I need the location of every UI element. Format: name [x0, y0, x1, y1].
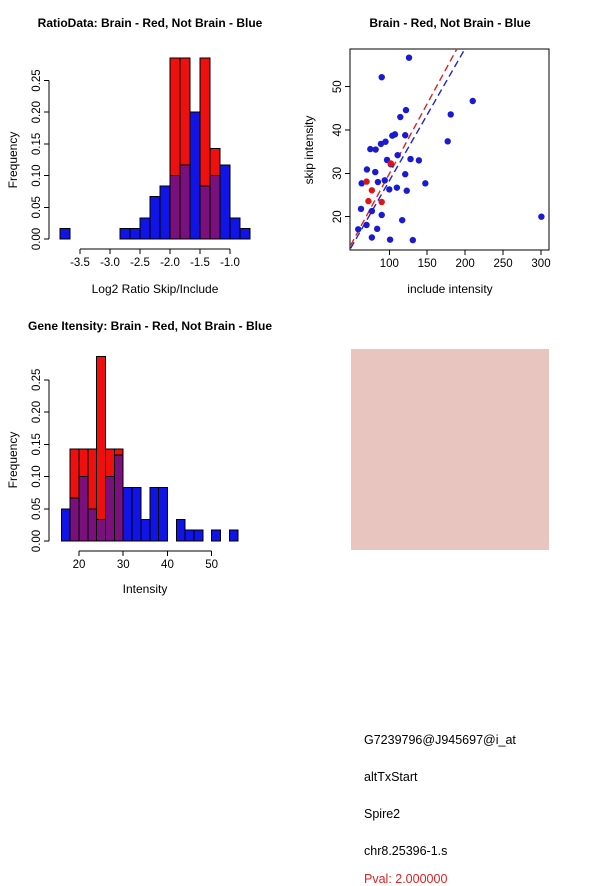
histogram-bar-overlap: [88, 509, 97, 541]
scatter-point-blue: [358, 206, 364, 212]
scatter-point-blue: [394, 184, 400, 190]
histogram-bar-blue: [150, 487, 159, 541]
y-tick-label: 0.05: [31, 497, 43, 520]
scatter-point-blue: [402, 132, 408, 138]
histogram-bar-overlap: [70, 498, 79, 541]
histogram-bar-blue: [150, 197, 160, 239]
histogram-bar-blue: [120, 228, 130, 239]
scatter-point-red: [365, 198, 371, 204]
histogram-bar-blue: [229, 530, 238, 541]
histogram-bar-overlap: [170, 176, 180, 239]
scatter-point-blue: [387, 236, 393, 242]
y-tick-label: 20: [332, 210, 344, 224]
histogram-bar-blue: [140, 218, 150, 239]
x-tick-label: 20: [72, 559, 86, 571]
scatter-title: Brain - Red, Not Brain - Blue: [369, 16, 531, 30]
scatter-point-red: [369, 187, 375, 193]
histogram-bar-blue: [185, 530, 194, 541]
scatter-point-blue: [379, 74, 385, 80]
x-tick-label: 30: [116, 559, 130, 571]
scatter-point-blue: [379, 212, 385, 218]
y-tick-label: 0.00: [31, 529, 43, 553]
histogram-bar-blue: [190, 112, 200, 239]
x-tick-label: -1.5: [190, 257, 210, 269]
gene-histogram-panel: [6, 319, 272, 596]
ratio-hist-title: RatioData: Brain - Red, Not Brain - Blue: [37, 16, 263, 30]
scatter-point-blue: [372, 146, 378, 152]
histogram-bar-blue: [212, 530, 221, 541]
histogram-bar-blue: [159, 487, 168, 541]
histogram-bar-blue: [160, 186, 170, 239]
ratio-hist-bars: [60, 58, 250, 239]
scatter-point-blue: [407, 156, 413, 162]
histogram-bar-overlap: [79, 477, 88, 542]
x-tick-label: -3.0: [100, 257, 120, 269]
gene-name-text: Spire2: [364, 807, 401, 821]
y-tick-label: 0.10: [31, 164, 43, 187]
scatter-point-blue: [399, 217, 405, 223]
scatter-point-red: [388, 160, 394, 166]
scatter-point-blue: [382, 177, 388, 183]
histogram-bar-overlap: [114, 455, 123, 541]
y-tick-label: 0.05: [31, 196, 43, 219]
histogram-bar-blue: [176, 520, 185, 541]
y-tick-label: 0.00: [31, 227, 43, 251]
scatter-point-blue: [378, 141, 384, 147]
histogram-bar-overlap: [200, 186, 210, 239]
x-tick-label: -2.0: [160, 257, 180, 269]
scatter-point-blue: [403, 107, 409, 113]
info-panel: [351, 349, 549, 886]
scatter-xlabel: include intensity: [407, 282, 493, 296]
y-tick-label: 0.25: [31, 69, 43, 92]
scatter-point-blue: [538, 214, 544, 220]
histogram-bar-blue: [60, 228, 70, 239]
histogram-bar-red: [97, 357, 106, 541]
scatter-point-blue: [404, 188, 410, 194]
x-tick-label: -3.5: [70, 257, 90, 269]
location-text: chr8.25396-1.s: [364, 844, 448, 858]
y-tick-label: 0.10: [31, 465, 43, 488]
histogram-bar-overlap: [106, 477, 115, 542]
histogram-bar-overlap: [180, 165, 190, 239]
ratio-histogram-panel: [6, 16, 263, 296]
histogram-bar-blue: [141, 520, 150, 541]
scatter-point-blue: [406, 54, 412, 60]
scatter-point-red: [363, 178, 369, 184]
y-tick-label: 30: [332, 166, 344, 180]
pval-text: Pval: 2.000000: [364, 872, 448, 886]
event-type-text: altTxStart: [364, 770, 418, 784]
y-tick-label: 40: [332, 123, 344, 137]
scatter-ylabel: skip intensity: [302, 115, 316, 185]
scatter-point-blue: [470, 98, 476, 104]
x-tick-label: 300: [531, 258, 551, 270]
scatter-axes: [332, 49, 551, 270]
scatter-point-blue: [369, 234, 375, 240]
scatter-point-blue: [363, 222, 369, 228]
scatter-point-blue: [445, 138, 451, 144]
scatter-point-blue: [375, 179, 381, 185]
gene-hist-xlabel: Intensity: [122, 582, 168, 596]
scatter-point-blue: [369, 208, 375, 214]
x-tick-label: 200: [455, 258, 475, 270]
scatter-panel: [302, 16, 551, 296]
y-tick-label: 0.15: [31, 433, 43, 456]
scatter-point-blue: [448, 111, 454, 117]
histogram-bar-blue: [123, 487, 132, 541]
x-tick-label: 100: [379, 258, 399, 270]
scatter-point-blue: [416, 157, 422, 163]
x-tick-label: 40: [161, 559, 174, 571]
scatter-point-blue: [389, 132, 395, 138]
scatter-point-blue: [402, 171, 408, 177]
histogram-bar-blue: [61, 509, 70, 541]
histogram-bar-blue: [220, 165, 230, 239]
histogram-bar-overlap: [97, 520, 106, 541]
scatter-point-blue: [397, 114, 403, 120]
ratio-hist-xlabel: Log2 Ratio Skip/Include: [91, 282, 219, 296]
gene-hist-title: Gene Itensity: Brain - Red, Not Brain - Blue: [27, 319, 273, 333]
gene-hist-ylabel: Frequency: [6, 431, 20, 489]
y-tick-label: 0.20: [31, 400, 43, 424]
scatter-point-blue: [422, 180, 428, 186]
scatter-point-blue: [374, 226, 380, 232]
scatter-points: [355, 54, 545, 243]
histogram-bar-blue: [230, 218, 240, 239]
x-tick-label: 150: [417, 258, 437, 270]
histogram-bar-blue: [130, 228, 140, 239]
x-tick-label: 50: [205, 559, 219, 571]
histogram-bar-blue: [132, 487, 141, 541]
scatter-point-blue: [410, 237, 416, 243]
y-tick-label: 0.20: [31, 101, 43, 124]
y-tick-label: 0.25: [31, 368, 43, 391]
scatter-point-blue: [394, 152, 400, 158]
histogram-bar-blue: [194, 530, 203, 541]
y-tick-label: 50: [332, 80, 344, 94]
scatter-point-red: [379, 199, 385, 205]
x-tick-label: 250: [493, 258, 513, 270]
scatter-point-blue: [386, 186, 392, 192]
x-tick-label: -1.0: [220, 257, 240, 269]
histogram-bar-blue: [240, 228, 250, 239]
scatter-point-blue: [372, 169, 378, 175]
scatter-point-blue: [364, 166, 370, 172]
gene-hist-bars: [61, 357, 238, 541]
fit-line-brain-fit: [351, 49, 457, 245]
histogram-bar-overlap: [210, 176, 220, 239]
probe-id-text: G7239796@J945697@i_at: [364, 733, 516, 747]
scatter-point-blue: [355, 226, 361, 232]
x-tick-label: -2.5: [130, 257, 150, 269]
ratio-hist-ylabel: Frequency: [6, 131, 20, 189]
y-tick-label: 0.15: [31, 132, 43, 156]
